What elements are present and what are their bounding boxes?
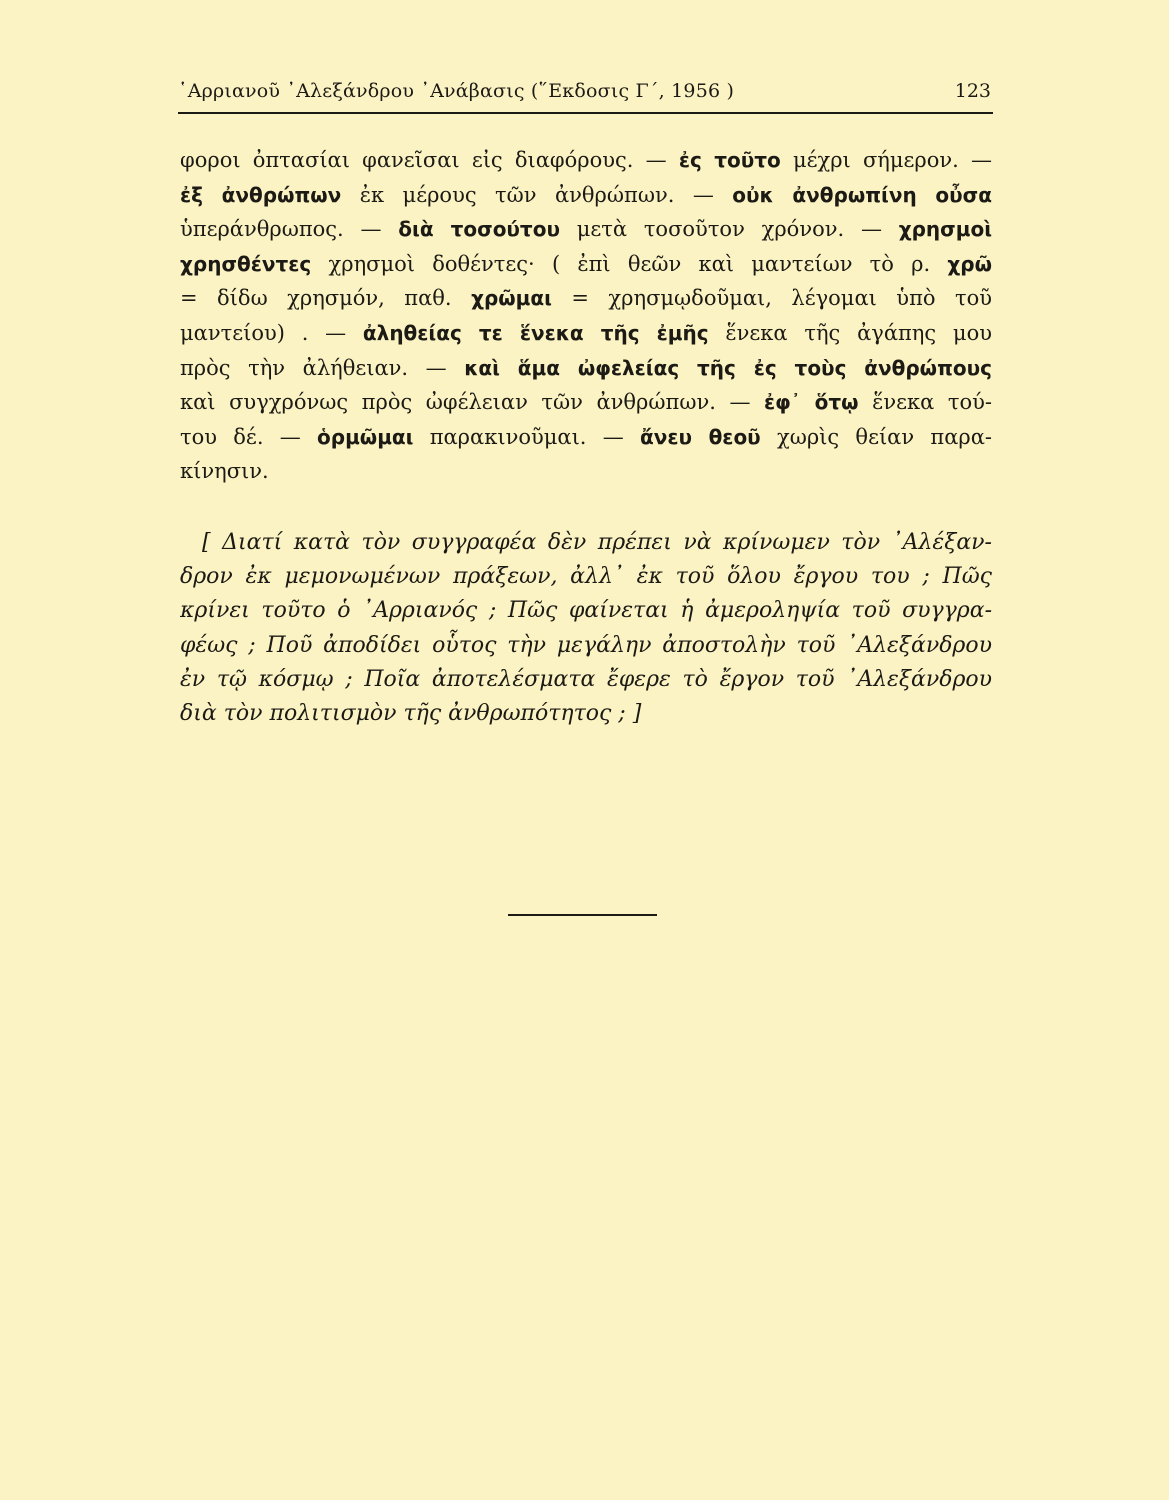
glossary-line [180, 420, 992, 455]
glossary-gloss: πρὸς τὴν ἀλήθειαν. — [180, 355, 465, 380]
question-line: [ Διατί κατὰ τὸν συγγραφέα δὲν πρέπει νὰ κρίνωμεν τὸν ᾿Αλέξαν- [202, 530, 992, 555]
glossary-line [180, 454, 992, 489]
glossary-term: χρῶ [947, 251, 992, 276]
glossary-gloss: ὑπεράνθρωπος. — [180, 217, 399, 242]
glossary-term: ἐφ᾿ ὅτῳ [764, 390, 859, 415]
glossary-term: ἀληθείας τε ἕνεκα τῆς ἐμῆς [362, 320, 709, 345]
glossary-term: ἐξ ἀνθρώπων [180, 182, 342, 207]
glossary-notes [180, 143, 992, 489]
study-questions [180, 526, 992, 731]
glossary-gloss: παρακινοῦμαι. — [413, 424, 641, 449]
glossary-term: διὰ τοσούτου [398, 217, 560, 242]
question-line: φέως ; Ποῦ ἀποδίδει οὗτος τὴν μεγάλην ἀποστολὴν τοῦ ᾿Αλεξάνδρου [180, 632, 992, 658]
end-rule [508, 914, 657, 916]
glossary-line [180, 247, 992, 282]
glossary-gloss: ἐκ μέρους τῶν ἀνθρώπων. — [341, 182, 733, 207]
glossary-term: χρησθέντες [180, 251, 312, 276]
glossary-term: ὁρμῶμαι [317, 424, 414, 449]
page-number: 123 [954, 80, 991, 102]
glossary-term: ἐς τοῦτο [678, 148, 781, 172]
glossary-gloss: κίνησιν. [180, 459, 269, 484]
glossary-gloss: = δίδω χρησμόν, παθ. [180, 286, 472, 311]
glossary-gloss: μέχρι σήμερον. — [780, 148, 992, 172]
glossary-line [180, 143, 992, 178]
header-rule [178, 112, 993, 114]
glossary-gloss: ἕνεκα τῆς ἀγάπης μου [708, 320, 992, 345]
glossary-line [180, 212, 992, 247]
glossary-term: οὐκ ἀνθρωπίνη οὖσα [732, 182, 992, 207]
glossary-term: ἄνευ θεοῦ [640, 424, 761, 449]
glossary-line [180, 281, 992, 316]
glossary-line [180, 316, 992, 351]
glossary-gloss: = χρησμῳδοῦμαι, λέγομαι ὑπὸ τοῦ [551, 286, 992, 311]
glossary-gloss: του δέ. — [180, 424, 318, 449]
glossary-line [180, 178, 992, 213]
glossary-gloss: μαντείου) . — [180, 320, 363, 345]
glossary-term: καὶ ἅμα ὠφελείας τῆς ἐς τοὺς ἀνθρώπους [464, 355, 992, 380]
glossary-line [180, 351, 992, 386]
question-line: διὰ τὸν πολιτισμὸν τῆς ἀνθρωπότητος ; ] [180, 700, 642, 726]
glossary-gloss: φοροι ὀπτασίαι φανεῖσαι εἰς διαφόρους. — [180, 148, 679, 172]
glossary-term: χρῶμαι [471, 286, 552, 311]
glossary-gloss: χωρὶς θείαν παρα- [760, 424, 992, 449]
page-header [178, 80, 993, 116]
glossary-gloss: χρησμοὶ δοθέντες· ( ἐπὶ θεῶν καὶ μαντείων τὸ ρ. [311, 251, 948, 276]
glossary-gloss: καὶ συγχρόνως πρὸς ὠφέλειαν τῶν ἀνθρώπων. — [180, 390, 765, 415]
glossary-term: χρησμοὶ [898, 217, 992, 242]
question-line: δρον ἐκ μεμονωμένων πράξεων, ἀλλ᾿ ἐκ τοῦ ὅλου ἔργου του ; Πῶς [180, 564, 992, 590]
question-line: ἐν τῷ κόσμῳ ; Ποῖα ἀποτελέσματα ἔφερε τὸ ἔργον τοῦ ᾿Αλεξάνδρου [180, 666, 992, 692]
question-line: κρίνει τοῦτο ὁ ᾿Αρριανός ; Πῶς φαίνεται ἡ ἀμεροληψία τοῦ συγγρα- [180, 598, 992, 624]
glossary-gloss: ἕνεκα τού- [858, 390, 992, 415]
glossary-gloss: μετὰ τοσοῦτον χρόνον. — [559, 217, 899, 242]
running-title: ῾Αρριανοῦ ᾿Αλεξάνδρου ᾿Ανάβασις (῞Εκδοσις Γ΄, 1956 ) [178, 80, 735, 102]
glossary-line [180, 385, 992, 420]
